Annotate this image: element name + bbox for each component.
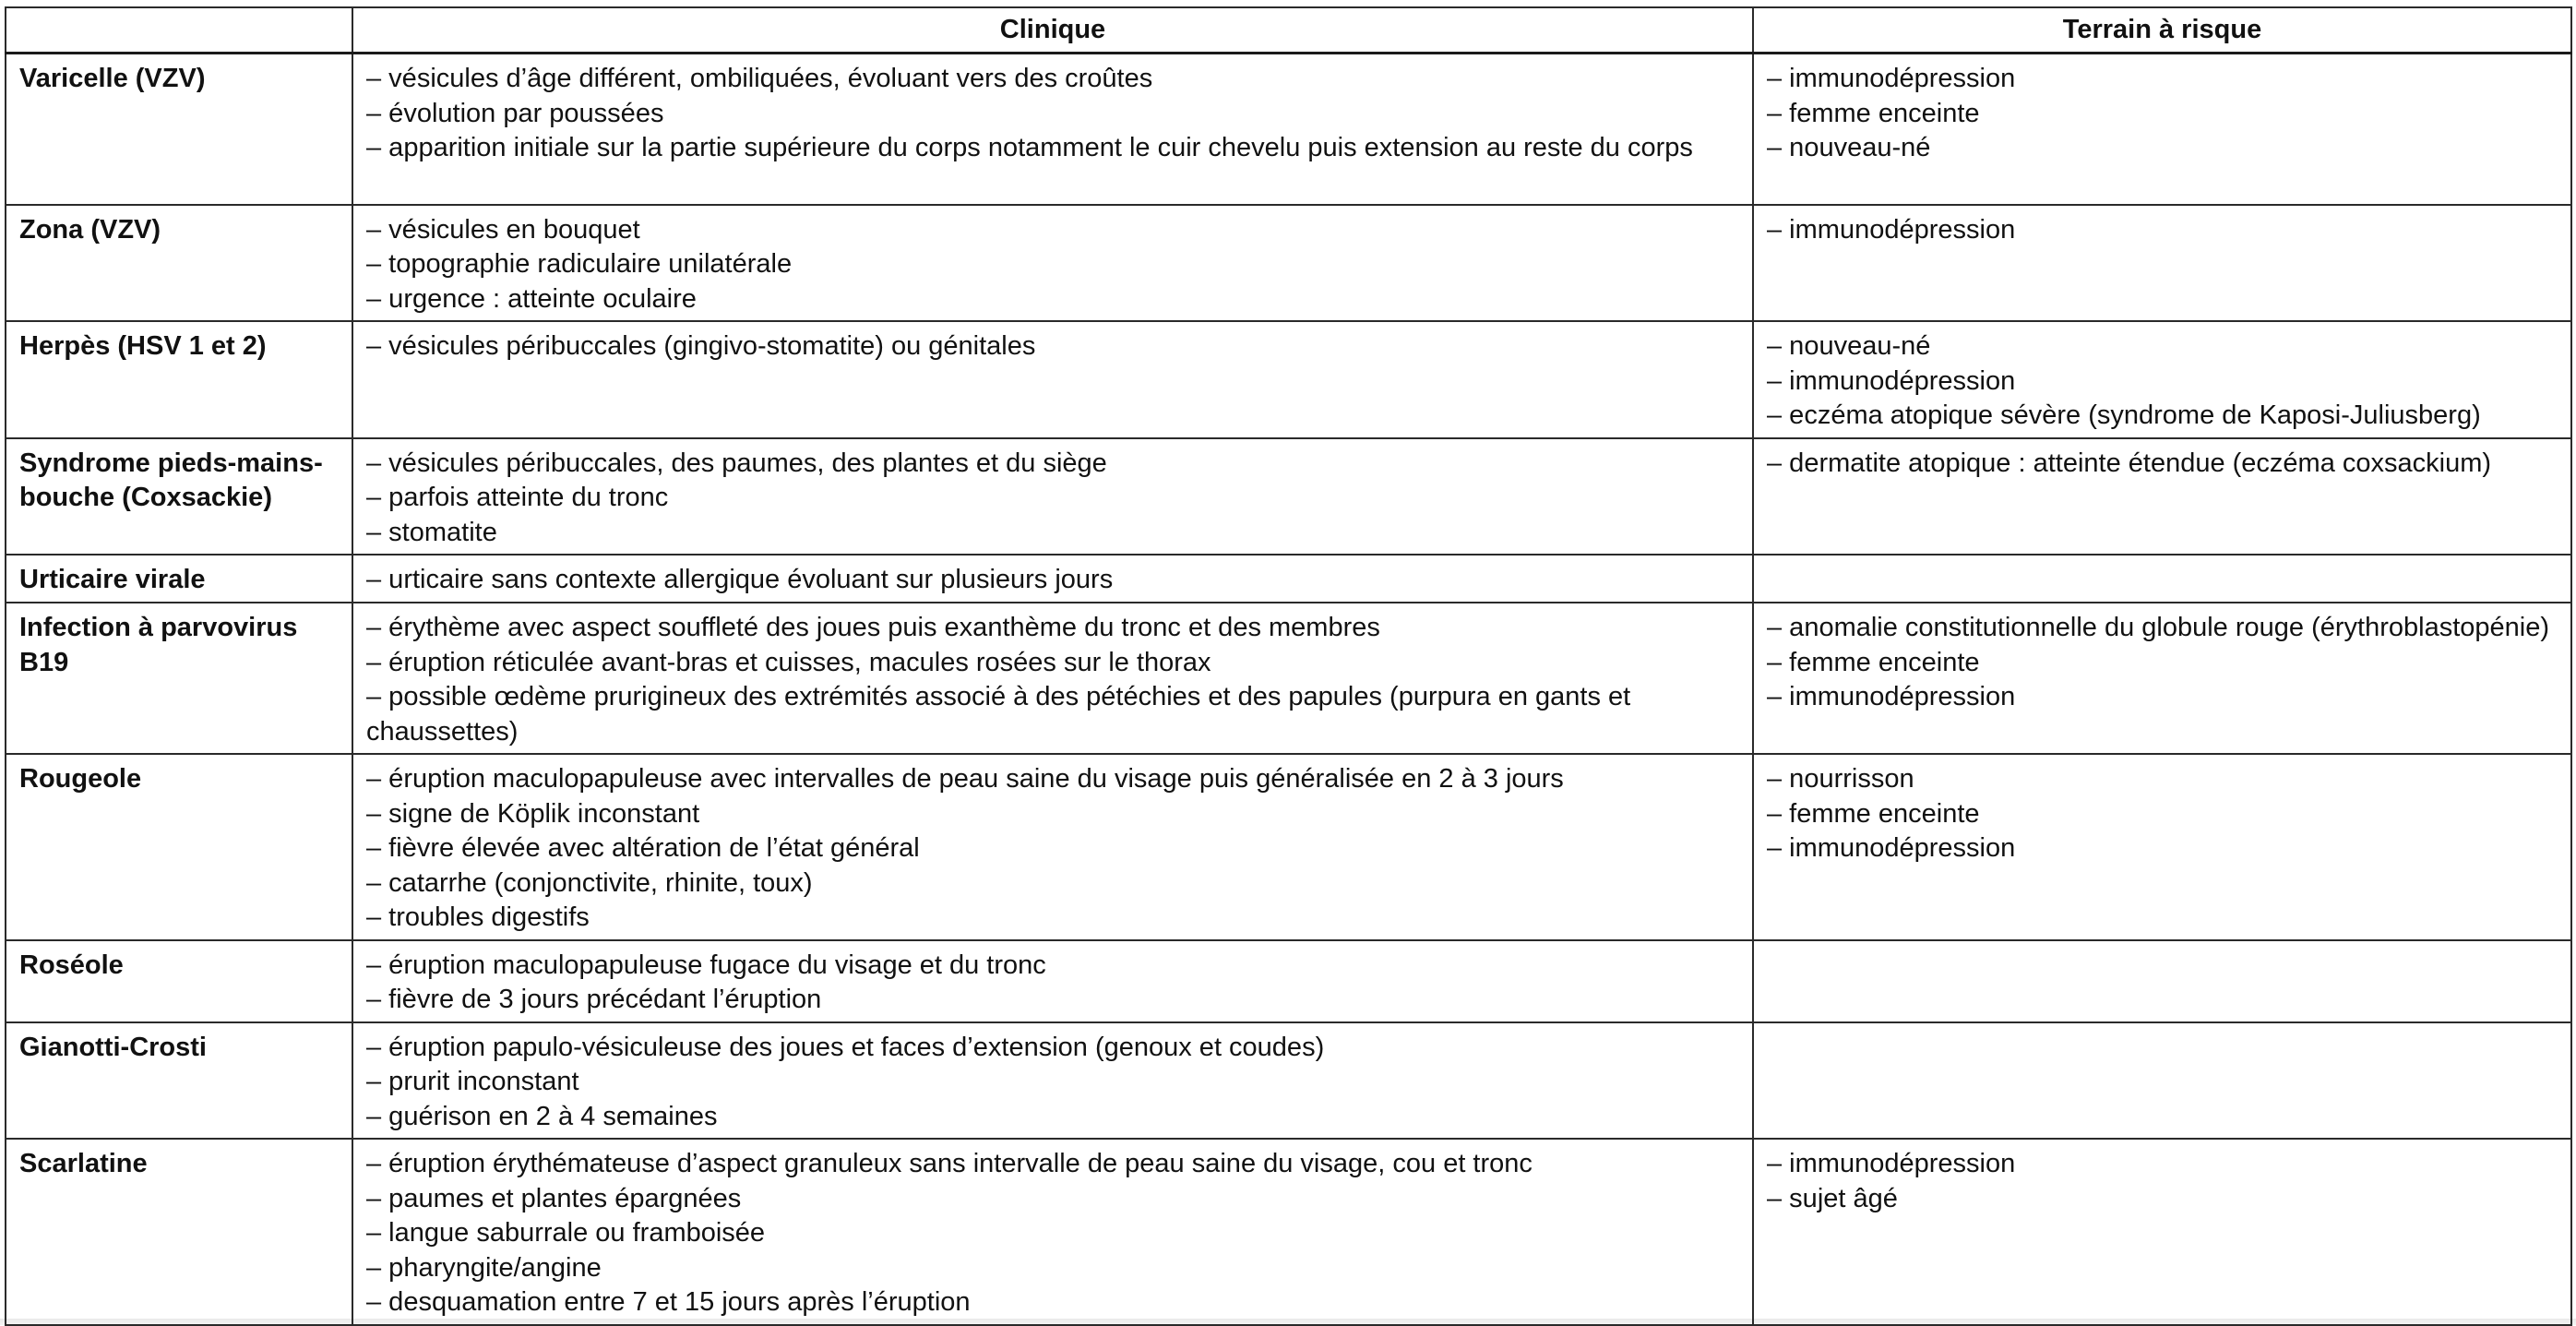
terrain-item: – immunodépression xyxy=(1767,833,2016,863)
table-row xyxy=(6,1139,2571,1325)
disease-cell: Zona (VZV) xyxy=(6,205,352,322)
terrain-item: – eczéma atopique sévère (syndrome de Kaposi-Juliusberg) xyxy=(1767,400,2481,430)
terrain-item: – anomalie constitutionnelle du globule rouge (érythroblastopénie) xyxy=(1767,613,2549,642)
terrain-cell xyxy=(1753,940,2571,1022)
terrain-item: – dermatite atopique : atteinte étendue (eczéma coxsackium) xyxy=(1767,448,2492,478)
terrain-cell xyxy=(1753,555,2571,603)
clinique-item: – érythème avec aspect souffleté des joues puis exanthème du tronc et des membres xyxy=(366,613,1380,642)
clinique-item: – vésicules d’âge différent, ombiliquées, évoluant vers des croûtes xyxy=(366,64,1153,93)
clinique-item: – fièvre élevée avec altération de l’état général xyxy=(366,833,920,863)
disease-cell: Varicelle (VZV) xyxy=(6,54,352,205)
clinique-item: – éruption papulo-vésiculeuse des joues et faces d’extension (genoux et coudes) xyxy=(366,1032,1325,1062)
viral-eruptions-table xyxy=(5,6,2572,1326)
clinique-item: – éruption érythémateuse d’aspect granuleux sans intervalle de peau saine du visage, cou et tronc xyxy=(366,1149,1532,1178)
disease-cell: Scarlatine xyxy=(6,1139,352,1325)
terrain-item: – nouveau-né xyxy=(1767,133,1931,162)
clinique-cell xyxy=(352,555,1753,603)
clinique-cell xyxy=(352,754,1753,940)
table-row xyxy=(6,555,2571,603)
clinique-item: – langue saburrale ou framboisée xyxy=(366,1218,766,1248)
clinique-item: – paumes et plantes épargnées xyxy=(366,1183,742,1213)
terrain-item: – femme enceinte xyxy=(1767,98,1980,128)
terrain-item: – immunodépression xyxy=(1767,64,2016,93)
clinique-item: – fièvre de 3 jours précédant l’éruption xyxy=(366,985,822,1014)
table-row xyxy=(6,940,2571,1022)
disease-cell: Infection à parvovirus B19 xyxy=(6,603,352,754)
disease-cell: Gianotti-Crosti xyxy=(6,1022,352,1140)
clinique-item: – catarrhe (conjonctivite, rhinite, toux) xyxy=(366,867,813,898)
clinique-item: – vésicules péribuccales, des paumes, des plantes et du siège xyxy=(366,448,1107,478)
terrain-item: – immunodépression xyxy=(1767,365,2016,396)
clinique-cell xyxy=(352,438,1753,555)
terrain-item: – immunodépression xyxy=(1767,682,2016,711)
disease-cell: Urticaire virale xyxy=(6,555,352,603)
table-row xyxy=(6,754,2571,940)
terrain-cell xyxy=(1753,438,2571,555)
disease-cell: Roséole xyxy=(6,940,352,1022)
table-row xyxy=(6,1022,2571,1140)
clinique-item: – vésicules péribuccales (gingivo-stomatite) ou génitales xyxy=(366,331,1036,361)
terrain-cell xyxy=(1753,754,2571,940)
terrain-item: – nouveau-né xyxy=(1767,331,1931,361)
clinique-cell xyxy=(352,1022,1753,1140)
clinique-cell xyxy=(352,940,1753,1022)
terrain-item: – femme enceinte xyxy=(1767,798,1980,829)
clinique-item: – éruption maculopapuleuse avec intervalles de peau saine du visage puis généralisée en 2 à 3 jours xyxy=(366,764,1564,794)
clinique-cell xyxy=(352,1139,1753,1325)
terrain-item: – sujet âgé xyxy=(1767,1183,1898,1213)
table-row xyxy=(6,54,2571,205)
header-terrain: Terrain à risque xyxy=(1753,7,2571,54)
clinique-item: – desquamation entre 7 et 15 jours après l’éruption xyxy=(366,1287,971,1317)
clinique-item: – vésicules en bouquet xyxy=(366,214,640,245)
table-body xyxy=(6,54,2571,1325)
clinique-item: – urticaire sans contexte allergique évoluant sur plusieurs jours xyxy=(366,565,1114,594)
clinique-item: – possible œdème prurigineux des extrémités associé à des pétéchies et des papules (purpura en gants et chaussettes) xyxy=(366,682,1631,747)
clinique-item: – topographie radiculaire unilatérale xyxy=(366,249,793,279)
terrain-cell xyxy=(1753,1022,2571,1140)
table-row xyxy=(6,205,2571,322)
header-disease xyxy=(6,7,352,54)
clinique-item: – éruption réticulée avant-bras et cuisses, macules rosées sur le thorax xyxy=(366,647,1211,677)
clinique-item: – troubles digestifs xyxy=(366,902,590,932)
terrain-item: – nourrisson xyxy=(1767,764,1914,794)
disease-cell: Herpès (HSV 1 et 2) xyxy=(6,321,352,438)
clinique-item: – évolution par poussées xyxy=(366,98,664,128)
clinique-item: – guérison en 2 à 4 semaines xyxy=(366,1101,718,1131)
table-row xyxy=(6,321,2571,438)
disease-cell: Syndrome pieds-mains-bouche (Coxsackie) xyxy=(6,438,352,555)
clinique-item: – prurit inconstant xyxy=(366,1067,579,1096)
terrain-item: – femme enceinte xyxy=(1767,647,1980,677)
terrain-cell xyxy=(1753,54,2571,205)
terrain-item: – immunodépression xyxy=(1767,214,2016,245)
clinique-item: – urgence : atteinte oculaire xyxy=(366,283,697,314)
clinique-item: – pharyngite/angine xyxy=(366,1252,602,1283)
clinique-item: – stomatite xyxy=(366,517,497,547)
disease-cell: Rougeole xyxy=(6,754,352,940)
terrain-cell xyxy=(1753,205,2571,322)
terrain-cell xyxy=(1753,321,2571,438)
terrain-cell xyxy=(1753,1139,2571,1325)
header-clinique: Clinique xyxy=(352,7,1753,54)
clinique-cell xyxy=(352,205,1753,322)
table-header-row xyxy=(6,7,2571,54)
clinique-cell xyxy=(352,603,1753,754)
clinique-cell xyxy=(352,321,1753,438)
terrain-item: – immunodépression xyxy=(1767,1149,2016,1178)
clinique-item: – signe de Köplik inconstant xyxy=(366,798,700,829)
clinique-cell xyxy=(352,54,1753,205)
clinique-item: – éruption maculopapuleuse fugace du visage et du tronc xyxy=(366,950,1046,980)
table-row xyxy=(6,438,2571,555)
clinique-item: – apparition initiale sur la partie supérieure du corps notamment le cuir chevelu puis extension au reste du corps xyxy=(366,133,1693,162)
clinique-item: – parfois atteinte du tronc xyxy=(366,483,669,512)
table-row xyxy=(6,603,2571,754)
terrain-cell xyxy=(1753,603,2571,754)
